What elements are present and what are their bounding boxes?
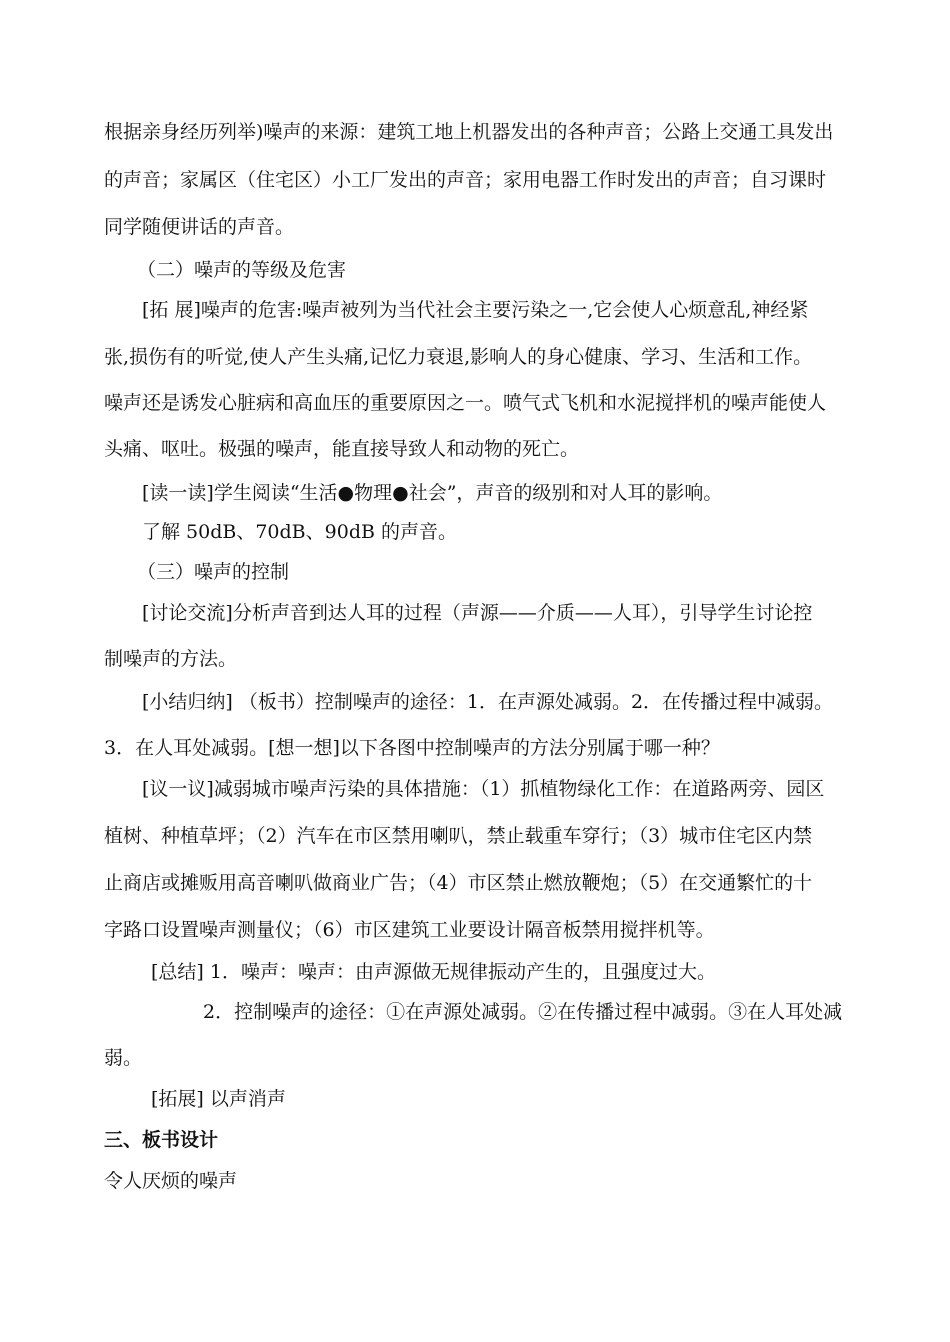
text-line: 张,损伤有的听觉,使人产生头痛,记忆力衰退,影响人的身心健康、学习、生活和工作。 — [104, 346, 813, 368]
text-line: [总结] 1．噪声：噪声：由声源做无规律振动产生的，且强度过大。 — [151, 961, 716, 983]
text-line: 2．控制噪声的途径：①在声源处减弱。②在传播过程中减弱。③在人耳处减 — [203, 1001, 843, 1023]
text-line: 了解 50dB、70dB、90dB 的声音。 — [142, 521, 457, 543]
text-line: 制噪声的方法。 — [104, 648, 238, 670]
section-heading: （三）噪声的控制 — [137, 561, 290, 583]
section-heading: （二）噪声的等级及危害 — [137, 259, 347, 281]
heading-board-design: 三、板书设计 — [104, 1129, 219, 1151]
text-line: 令人厌烦的噪声 — [104, 1170, 238, 1192]
text-line: 字路口设置噪声测量仪；（6）市区建筑工业要设计隔音板禁用搅拌机等。 — [104, 919, 715, 941]
text-line: [议一议]减弱城市噪声污染的具体措施：（1）抓植物绿化工作：在道路两旁、园区 — [142, 778, 825, 800]
text-line: 同学随便讲话的声音。 — [104, 216, 295, 238]
text-line: 弱。 — [104, 1047, 143, 1069]
text-line: [拓展] 以声消声 — [151, 1088, 286, 1110]
text-line: [讨论交流]分析声音到达人耳的过程（声源——介质——人耳），引导学生讨论控 — [142, 602, 813, 624]
text-line: [读一读]学生阅读“生活●物理●社会”，声音的级别和对人耳的影响。 — [142, 482, 723, 504]
text-line: [拓 展]噪声的危害:噪声被列为当代社会主要污染之一,它会使人心烦意乱,神经紧 — [142, 299, 809, 321]
text-line: 噪声还是诱发心脏病和高血压的重要原因之一。喷气式飞机和水泥搅拌机的噪声能使人 — [104, 392, 827, 414]
text-line: 头痛、呕吐。极强的噪声，能直接导致人和动物的死亡。 — [104, 438, 580, 460]
text-line: [小结归纳] （板书）控制噪声的途径：1．在声源处减弱。2．在传播过程中减弱。 — [142, 691, 834, 713]
text-line: 植树、种植草坪；（2）汽车在市区禁用喇叭，禁止载重车穿行；（3）城市住宅区内禁 — [104, 825, 813, 847]
text-line: 3．在人耳处减弱。[想一想]以下各图中控制噪声的方法分别属于哪一种？ — [104, 737, 720, 759]
text-line: 止商店或摊贩用高音喇叭做商业广告；（4）市区禁止燃放鞭炮；（5）在交通繁忙的十 — [104, 872, 813, 894]
text-line: 的声音；家属区（住宅区）小工厂发出的声音；家用电器工作时发出的声音；自习课时 — [104, 169, 827, 191]
text-line: 根据亲身经历列举)噪声的来源：建筑工地上机器发出的各种声音；公路上交通工具发出 — [104, 121, 834, 143]
